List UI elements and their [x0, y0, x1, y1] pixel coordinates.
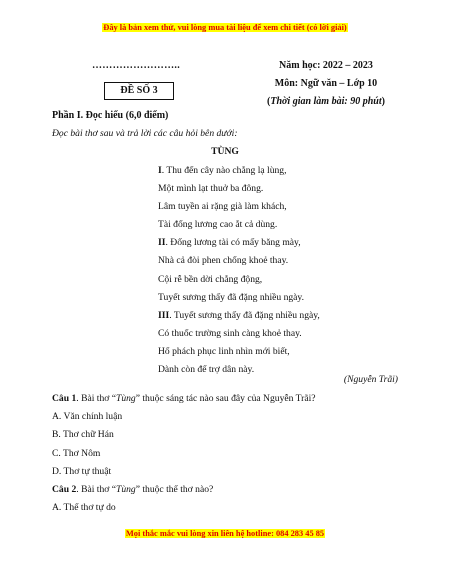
poem-line-text: . Tuyết sương thấy đã đặng nhiều ngày,: [169, 309, 320, 321]
stanza-number: III: [158, 309, 170, 321]
poem-line-text: Cội rễ bền dời chẳng động,: [158, 273, 263, 285]
hotline-footer-text: Mọi thắc mắc vui lòng xin liên hệ hotline: 084 283 45 85: [125, 529, 325, 538]
time-text: Thời gian làm bài: 90 phút: [270, 96, 382, 107]
time-close-paren: ): [381, 96, 385, 107]
exam-number-box: ĐỀ SỐ 3: [104, 82, 174, 100]
poem-line-text: Có thuốc trường sinh càng khoẻ thay.: [158, 327, 302, 339]
question-number: Câu 2: [52, 483, 77, 495]
time-line: [236, 96, 416, 107]
poem-line: [158, 289, 320, 307]
poem-line: [158, 361, 320, 379]
question-line: [52, 390, 316, 408]
reading-instruction: Đọc bài thơ sau và trả lời các câu hỏi bên dưới:: [52, 128, 238, 139]
stanza-number: I: [158, 165, 162, 176]
poem-line-text: . Thu đến cây nào chẳng lạ lùng,: [161, 165, 287, 176]
question-text-start: . Bài thơ “: [76, 393, 116, 404]
poem-line: [158, 180, 320, 198]
poem-line-text: Tuyết sương thấy đã đặng nhiều ngày.: [158, 291, 304, 303]
time-open-paren: (: [267, 96, 271, 107]
answer-option: C. Thơ Nôm: [52, 447, 101, 459]
poem-line: [158, 271, 320, 289]
poem-line: [158, 162, 320, 180]
poem-line-text: . Đống lương tài có mấy băng mày,: [165, 237, 301, 249]
poem-line-text: Lâm tuyền ai rặng già làm khách,: [158, 201, 287, 213]
poem-title: TÙNG: [211, 146, 239, 157]
answer-option: A. Văn chính luận: [52, 411, 123, 423]
question-text-end: ” thuộc sáng tác nào sau đây của Nguyễn Trãi?: [135, 393, 316, 404]
preview-banner: [0, 22, 450, 33]
question-number: Câu 1: [52, 393, 77, 404]
question-text-end: ” thuộc thể thơ nào?: [135, 483, 214, 495]
subject-line: Môn: Ngữ văn – Lớp 10: [274, 78, 378, 89]
poem-line-text: Một mình lạt thuở ba đông.: [158, 183, 264, 195]
poem-line-text: Nhà cả đòi phen chống khoẻ thay.: [158, 255, 289, 267]
answer-option: B. Thơ chữ Hán: [52, 429, 114, 441]
poem-line: [158, 325, 320, 343]
poem-line: [158, 216, 320, 234]
poem-line: [158, 252, 320, 270]
poem-line: [158, 307, 320, 325]
poem-body: [158, 162, 320, 379]
poem-line: [158, 198, 320, 216]
poem-line: [158, 234, 320, 252]
school-name-placeholder: ……………………..: [92, 60, 180, 71]
hotline-footer: [0, 528, 450, 539]
poem-line-text: Hổ phách phục linh nhìn mới biết,: [158, 345, 290, 357]
section-title: Phần I. Đọc hiểu (6,0 điểm): [52, 110, 169, 121]
answer-option: D. Thơ tự thuật: [52, 465, 112, 477]
poem-author: (Nguyễn Trãi): [343, 374, 398, 385]
school-year: Năm học: 2022 – 2023: [279, 60, 373, 71]
question-poem-title: Tùng: [115, 483, 136, 495]
stanza-number: II: [158, 237, 166, 249]
answer-option: A. Thể thơ tự do: [52, 502, 116, 514]
poem-line-text: Tài đống lương cao ắt cả dùng.: [158, 219, 278, 231]
poem-line: [158, 343, 320, 361]
question-line: [52, 481, 316, 499]
question-text-start: . Bài thơ “: [76, 483, 116, 495]
question-list: [52, 390, 316, 517]
poem-line-text: Dành còn để trợ dân này.: [158, 364, 255, 376]
preview-banner-text: Đây là bản xem thử, vui lòng mua tài liệu để xem chi tiết (có lời giải): [103, 23, 347, 32]
question-poem-title: Tùng: [115, 393, 136, 404]
